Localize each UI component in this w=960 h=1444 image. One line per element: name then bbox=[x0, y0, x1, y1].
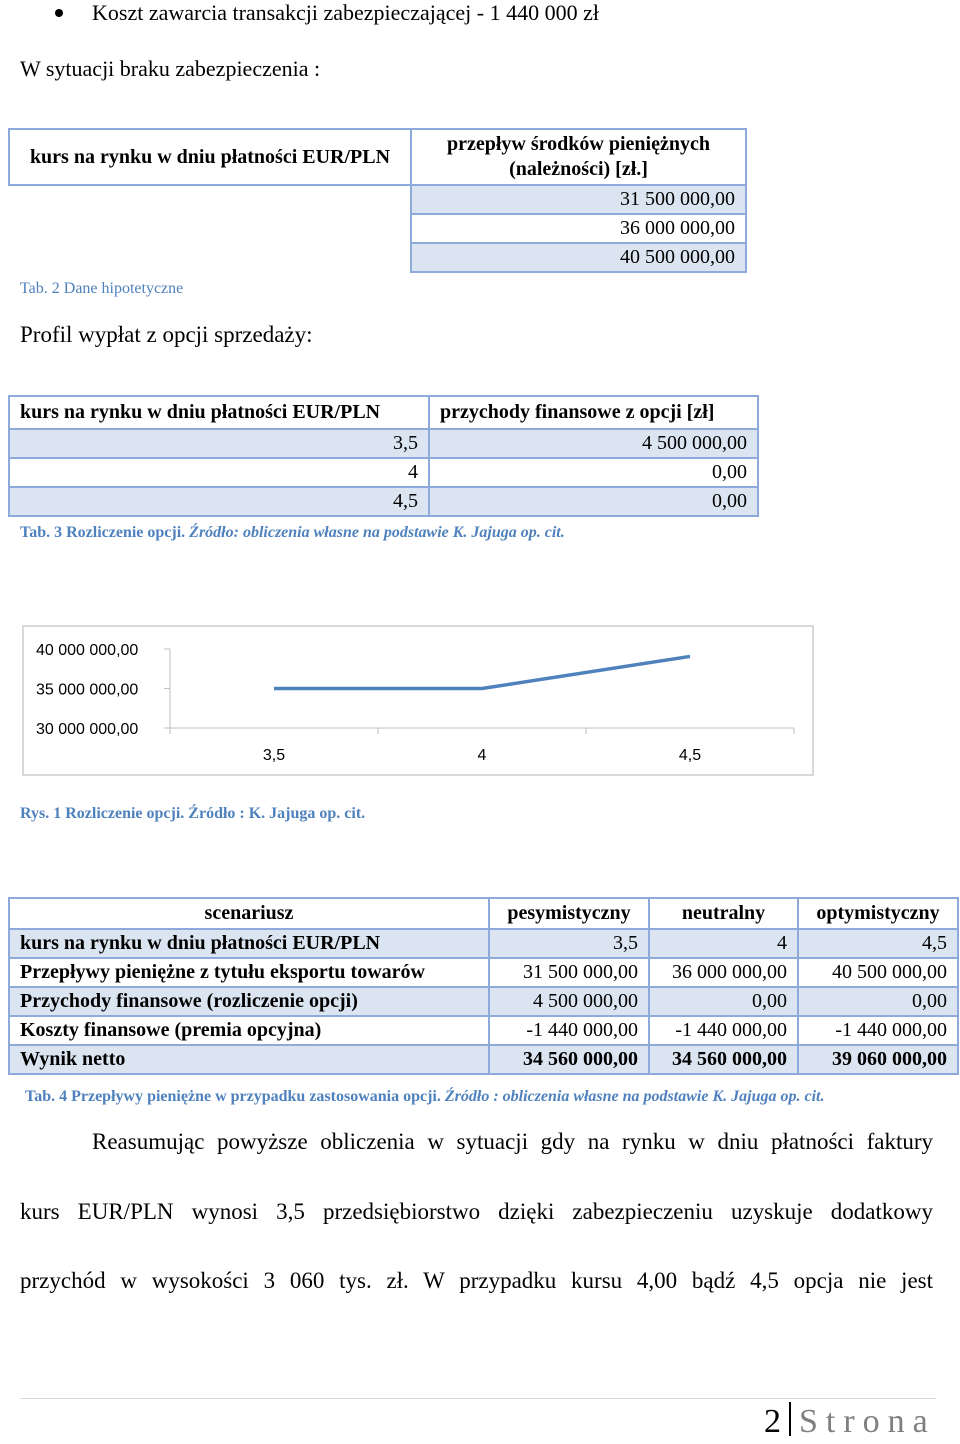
caption-main: Tab. 4 Przepływy pieniężne w przypadku zastosowania opcji. bbox=[25, 1088, 445, 1105]
y-tick-label: 30 000 000,00 bbox=[36, 721, 139, 738]
footer-separator bbox=[789, 1402, 791, 1436]
table-cell: 31 500 000,00 bbox=[411, 185, 746, 214]
table-header-row bbox=[9, 898, 958, 929]
table-cell: 4,5 bbox=[798, 929, 958, 958]
table-cell: Koszty finansowe (premia opcyjna) bbox=[9, 1016, 489, 1045]
table-cell: 34 560 000,00 bbox=[649, 1045, 798, 1074]
table-cell: Przychody finansowe (rozliczenie opcji) bbox=[9, 987, 489, 1016]
body-line: przychód w wysokości 3 060 tys. zł. W przypadku kursu 4,00 bądź 4,5 opcja nie jest bbox=[20, 1268, 933, 1293]
table-cell: 0,00 bbox=[429, 458, 758, 487]
page-footer bbox=[764, 1400, 936, 1444]
table-cell: 36 000 000,00 bbox=[411, 214, 746, 243]
caption-main: Tab. 3 Rozliczenie opcji. bbox=[20, 524, 190, 541]
table-row bbox=[9, 929, 958, 958]
table-cell: 0,00 bbox=[429, 487, 758, 516]
table-cell: 34 560 000,00 bbox=[489, 1045, 649, 1074]
table-header-row bbox=[9, 396, 758, 429]
chart-frame bbox=[22, 625, 814, 776]
table-row bbox=[9, 429, 758, 458]
table-row bbox=[9, 1045, 958, 1074]
table-cell: 31 500 000,00 bbox=[489, 958, 649, 987]
table-option-settlement bbox=[8, 395, 759, 517]
table-cell: kurs na rynku w dniu płatności EUR/PLN bbox=[9, 929, 489, 958]
table-header-cell: scenariusz bbox=[9, 898, 489, 929]
table-row bbox=[9, 958, 958, 987]
table-cell: -1 440 000,00 bbox=[798, 1016, 958, 1045]
y-tick-label: 40 000 000,00 bbox=[36, 642, 139, 659]
caption-source: Źródło: obliczenia własne na podstawie K. Jajuga op. cit. bbox=[189, 524, 565, 541]
table-cell: Wynik netto bbox=[9, 1045, 489, 1074]
body-line: Reasumując powyższe obliczenia w sytuacji gdy na rynku w dniu płatności faktury bbox=[92, 1129, 933, 1154]
table-cell: 39 060 000,00 bbox=[798, 1045, 958, 1074]
y-tick-label: 35 000 000,00 bbox=[36, 681, 139, 699]
table-cell: 4 500 000,00 bbox=[429, 429, 758, 458]
body-line: kurs EUR/PLN wynosi 3,5 przedsiębiorstwo dzięki zabezpieczeniu uzyskuje dodatkowy bbox=[20, 1199, 933, 1224]
table-caption bbox=[20, 524, 565, 542]
table-blank-area bbox=[8, 186, 410, 278]
table-cell: 40 500 000,00 bbox=[798, 958, 958, 987]
line-chart bbox=[24, 627, 816, 778]
series-line bbox=[274, 656, 690, 688]
table-row bbox=[9, 987, 958, 1016]
table-header-cell: neutralny bbox=[649, 898, 798, 929]
table-cell: 4 bbox=[649, 929, 798, 958]
table-header-cell: kurs na rynku w dniu płatności EUR/PLN bbox=[9, 129, 411, 185]
table-cell: Przepływy pieniężne z tytułu eksportu towarów bbox=[9, 958, 489, 987]
table-row bbox=[9, 487, 758, 516]
table-cell: 4,5 bbox=[9, 487, 429, 516]
bullet-text: Koszt zawarcia transakcji zabezpieczającej - 1 440 000 zł bbox=[92, 0, 599, 25]
table-cell: 0,00 bbox=[649, 987, 798, 1016]
table-cash-flows bbox=[8, 897, 959, 1075]
table-header-row bbox=[9, 129, 746, 185]
table-cell: 4 bbox=[9, 458, 429, 487]
table-cell: -1 440 000,00 bbox=[489, 1016, 649, 1045]
x-tick-label: 3,5 bbox=[262, 747, 286, 764]
table-cell: 4 500 000,00 bbox=[489, 987, 649, 1016]
table-cell: 0,00 bbox=[798, 987, 958, 1016]
table-cell: 3,5 bbox=[9, 429, 429, 458]
table-header-cell: przychody finansowe z opcji [zł] bbox=[429, 396, 758, 429]
caption-source: Źródło : obliczenia własne na podstawie K. Jajuga op. cit. bbox=[444, 1088, 825, 1105]
intro-text: W sytuacji braku zabezpieczenia : bbox=[20, 56, 321, 81]
table-header-cell: optymistyczny bbox=[798, 898, 958, 929]
table-header-cell: kurs na rynku w dniu płatności EUR/PLN bbox=[9, 396, 429, 429]
table-cell: -1 440 000,00 bbox=[649, 1016, 798, 1045]
table-caption bbox=[25, 1088, 824, 1106]
table-row bbox=[9, 1016, 958, 1045]
table-header-cell: pesymistyczny bbox=[489, 898, 649, 929]
page-word: Strona bbox=[799, 1403, 936, 1440]
footer-divider bbox=[20, 1398, 936, 1399]
bullet-icon bbox=[55, 9, 63, 17]
x-tick-label: 4 bbox=[477, 747, 487, 764]
profile-heading: Profil wypłat z opcji sprzedaży: bbox=[20, 322, 313, 347]
x-tick-label: 4,5 bbox=[678, 747, 702, 764]
table-header-cell: przepływ środków pieniężnych (należności) [zł.] bbox=[411, 129, 746, 185]
table-caption: Tab. 2 Dane hipotetyczne bbox=[20, 280, 184, 297]
table-cell: 40 500 000,00 bbox=[411, 243, 746, 272]
table-cell: 36 000 000,00 bbox=[649, 958, 798, 987]
figure-caption: Rys. 1 Rozliczenie opcji. Źródło : K. Jajuga op. cit. bbox=[20, 805, 366, 822]
page-number: 2 bbox=[764, 1403, 781, 1440]
table-row bbox=[9, 458, 758, 487]
table-cell: 3,5 bbox=[489, 929, 649, 958]
